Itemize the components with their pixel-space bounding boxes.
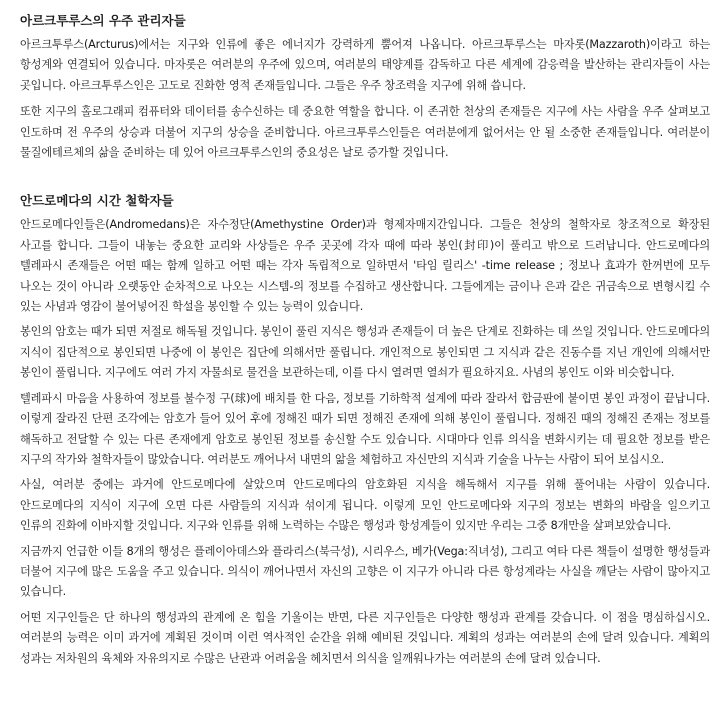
paragraph: 봉인의 암호는 때가 되면 저절로 해독될 것입니다. 봉인이 풀린 지식은 행성과 존재들이 더 높은 단계로 진화하는 데 쓰일 것입니다. 안드로메다의 지식이 집단적으로 봉인되면 나중에 이 봉인은 집단에 의해서만 풀립니다. 개인적으로 봉인되면 그 지식과 같은 진동수를 지닌 개인에 의해서만 봉인이 풀립니다. 지구에도 여러 가지 자물쇠로 물건을 보관하는데, 이를 다시 열려면 열쇠가 필요하지요. 사념의 봉인도 이와 비슷합니다. (20, 325, 710, 380)
paragraph: 지금까지 언급한 이들 8개의 행성은 플레이아데스와 플라리스(북극성), 시리우스, 베가(Vega:직녀성), 그리고 여타 다른 책들이 설명한 행성들과 더불어 지구에 많은 도움을 주고 있습니다. 의식이 깨어나면서 자신의 고향은 이 지구가 아니라 다른 항성계라는 사실을 깨닫는 사람이 많아지고 있습니다. (20, 544, 710, 599)
section-andromeda (20, 191, 710, 669)
section-title: 아르크투루스의 우주 관리자들 (20, 13, 186, 28)
paragraph: 또한 지구의 홀로그래피 컴퓨터와 데이터를 송수신하는 데 중요한 역할을 합니다. 이 존귀한 천상의 존재들은 지구에 사는 사람을 우주 살펴보고 인도하며 전 우주의 상승과 더불어 지구의 상승을 준비합니다. 아르크투루스인들은 여러분에게 없어서는 안 될 소중한 존재들입니다. 여러분이 물질에테르체의 삶을 준비하는 데 있어 아르크투루스인의 중요성은 날로 증가할 것입니다. (20, 105, 710, 160)
paragraph: 아르크투루스(Arcturus)에서는 지구와 인류에 좋은 에너지가 강력하게 뿜어져 나옵니다. 아르크투루스는 마자롯(Mazzaroth)이라고 하는 항성계와 연결되어 있습니다. 마자롯은 여러분의 우주에 있으며, 여러분의 태양계를 감독하고 다른 세계에 감응력을 발산하는 관리자들이 사는 곳입니다. 아르크투루스인은 고도로 진화한 영적 존재들입니다. 그들은 우주 창조력을 지구에 위해 씁니다. (20, 38, 710, 92)
paragraph: 텔레파시 마음을 사용하여 정보를 불수정 구(球)에 배치를 한 다음, 정보를 기하학적 설계에 따라 잘라서 합금판에 붙이면 봉인 과정이 끝납니다. 이렇게 잘라진 단편 조각에는 암호가 들어 있어 후에 정해진 때가 되면 정해진 존재에 의해 봉인이 풀립니다. 정해진 때의 정해진 존재는 정보를 해독하고 전달할 수 있는 다른 존재에게 암호로 봉인된 정보를 송신할 수도 있습니다. 시대마다 인류 의식을 변화시키는 데 필요한 정보를 받은 지구의 작가와 철학자들이 많았습니다. 여러분도 깨어나서 내면의 앎을 체험하고 자신만의 지식과 기술을 나누는 사람이 되어 보십시오. (20, 391, 710, 466)
paragraph: 안드로메다인들은(Andromedans)은 자수정단(Amethystine Order)과 형제자매지간입니다. 그들은 천상의 철학자로 창조적으로 확장된 사고를 합니다. 그들이 내놓는 중요한 교리와 사상들은 우주 곳곳에 각자 때에 따라 봉인(封印)이 풀리고 밖으로 드러납니다. 안드로메다의 텔레파시 존재들은 어떤 때는 함께 일하고 어떤 때는 각자 독립적으로 일하면서 '타임 릴리스' -time release ; 정보나 효과가 한꺼번에 모두 나오는 것이 아니라 오랫동안 순차적으로 나오는 시스템-의 정보를 수집하고 생산합니다. 그들에게는 금이나 은과 같은 귀금속으로 변형시킬 수 있는 사념과 영감이 불어넣어진 학설을 봉인할 수 있는 능력이 있습니다. (20, 218, 710, 314)
section-spacer (20, 169, 710, 191)
paragraph: 어떤 지구인들은 단 하나의 행성과의 관계에 온 힘을 기울이는 반면, 다른 지구인들은 다양한 행성과 관계를 갖습니다. 이 점을 명심하십시오. 여러분의 능력은 이미 과거에 계획된 것이며 이런 역사적인 순간을 위해 예비된 것입니다. 계획의 성과는 여러분의 손에 달려 있습니다. 계획의 성과는 저차원의 육체와 자유의지로 수많은 난관과 어려움을 헤치면서 의식을 일깨워나가는 여러분의 손에 달려 있습니다. (20, 610, 710, 665)
paragraph: 사실, 여러분 중에는 과거에 안드로메다에 살았으며 안드로메다의 암호화된 지식을 해독해서 지구를 위해 풀어내는 사람이 있습니다. 안드로메다의 지식이 지구에 오면 다른 사람들의 지식과 섞이게 됩니다. 이렇게 모인 안드로메다와 지구의 정보는 변화의 바람을 일으키고 인류의 진화에 이바지할 것입니다. 지구와 인류를 위해 노력하는 수많은 행성과 항성계들이 있지만 우리는 그중 8개만을 살펴보았습니다. (20, 478, 710, 533)
section-title: 안드로메다의 시간 철학자들 (20, 193, 174, 209)
section-arcturus (20, 11, 710, 163)
